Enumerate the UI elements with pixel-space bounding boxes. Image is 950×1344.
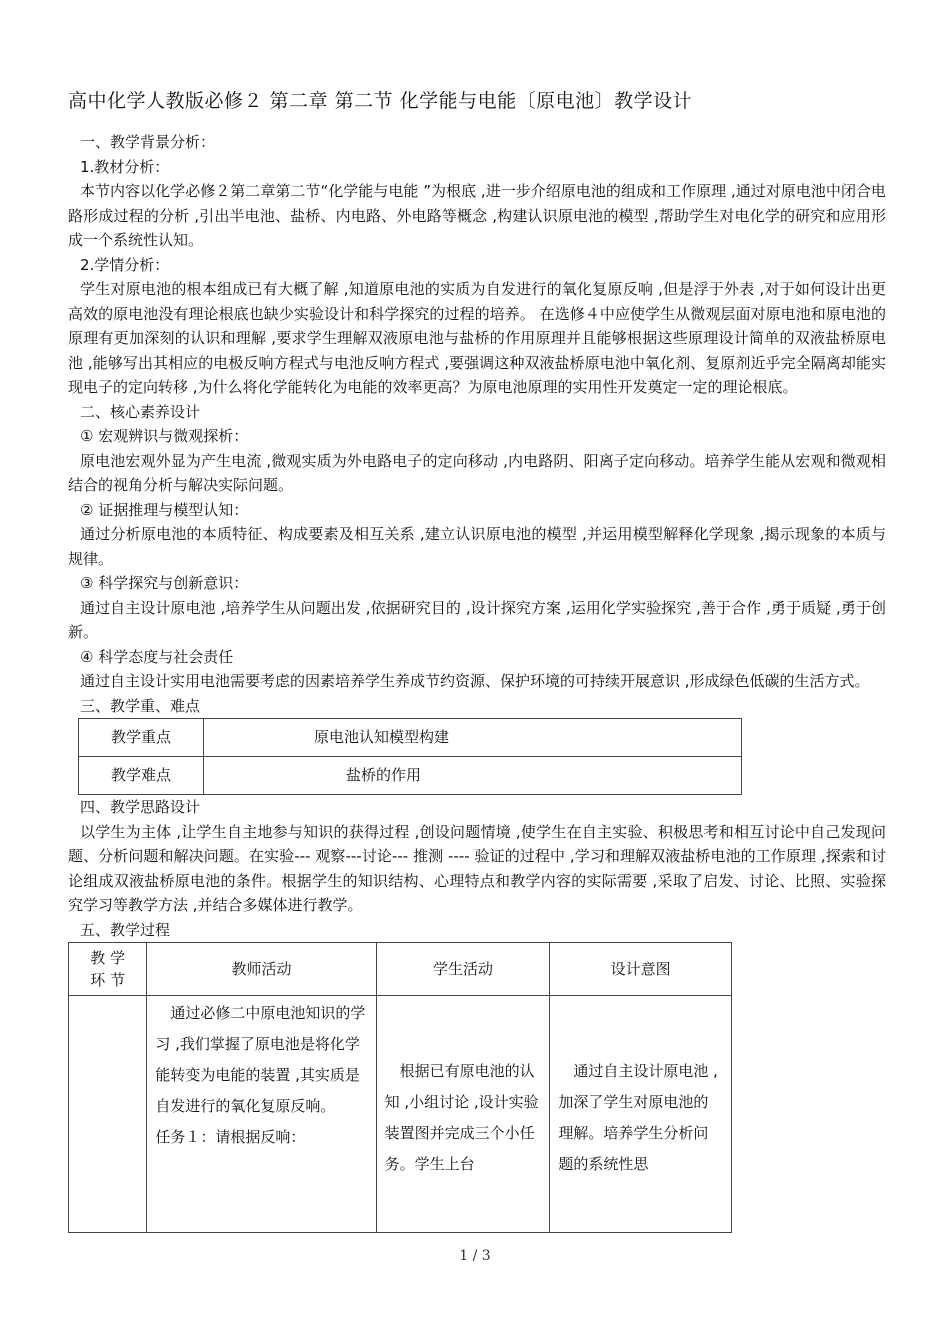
paragraph: 原电池宏观外显为产生电流 ,微观实质为外电路电子的定向移动 ,内电路阴、阳离子定向移动。培养学生能从宏观和微观相结合的视角分析与解决实际问题。 bbox=[68, 451, 886, 494]
section-heading: 五、教学过程 bbox=[80, 920, 171, 939]
section-heading: 四、教学思路设计 bbox=[80, 798, 201, 816]
table-cell-teacher bbox=[147, 996, 376, 1233]
section-heading: 二、核心素养设计 bbox=[80, 402, 201, 421]
subsection-heading: ② 证据推理与模型认知： bbox=[80, 500, 249, 519]
table-cell: 教学难点 bbox=[79, 757, 204, 795]
student-activity-text: 根据已有原电池的认知 ,小组讨论 ,设计实验装置图并完成三个小任务。学生上台 bbox=[384, 1062, 539, 1173]
table-cell-stage bbox=[69, 996, 147, 1233]
table-cell: 盐桥的作用 bbox=[204, 757, 742, 795]
section-heading: 一、教学背景分析： bbox=[80, 133, 216, 151]
table-cell: 教学重点 bbox=[79, 719, 204, 757]
paragraph: 通过自主设计原电池 ,培养学生从问题出发 ,依据研究目的 ,设计探究方案 ,运用化学实验探究 ,善于合作 ,勇于质疑 ,勇于创新。 bbox=[68, 598, 886, 641]
table-cell-intent bbox=[550, 996, 732, 1233]
design-intent-text: 通过自主设计原电池 ,加深了学生对原电池的理解。培养学生分析问题的系统性思 bbox=[558, 1062, 718, 1173]
teacher-task-text: 任务１：请根据反响： bbox=[155, 1128, 306, 1146]
teacher-activity-text: 通过必修二中原电池知识的学习 ,我们掌握了原电池是将化学能转变为电能的装置 ,其实质是自发进行的氧化复原反响。 bbox=[155, 1004, 366, 1115]
table-header: 设计意图 bbox=[550, 943, 732, 996]
keypoints-table bbox=[78, 718, 742, 795]
table-header: 教 学 环 节 bbox=[69, 943, 147, 996]
page-number: 1 / 3 bbox=[459, 1248, 491, 1264]
subsection-heading: ③ 科学探究与创新意识： bbox=[80, 574, 249, 592]
subsection-heading: 1.教材分析： bbox=[80, 157, 170, 176]
table-header: 教师活动 bbox=[147, 943, 376, 996]
process-table bbox=[68, 942, 732, 1233]
table-row bbox=[69, 996, 732, 1233]
table-header: 学生活动 bbox=[376, 943, 550, 996]
subsection-heading: 2.学情分析： bbox=[80, 255, 170, 274]
section-heading: 三、教学重、难点 bbox=[80, 696, 201, 715]
table-cell-student bbox=[376, 996, 550, 1233]
paragraph: 学生对原电池的根本组成已有大概了解 ,知道原电池的实质为自发进行的氧化复原反响 ,但是浮于外表 ,对于如何设计出更高效的原电池没有理论根底也缺少实验设计和科学探究的过程的培养。 在选修４中应使学生从微观层面对原电池和原电池的原理有更加深刻的认识和理解 ,要求学生理解双液原电池与盐桥的作用原理并且能够根据这些原理设计简单的双液盐桥原电池 ,能够写出其相应的电极反响方程式与电池反响方程式 ,要强调这种双液盐桥原电池中氧化剂、复原剂近乎完全隔离却能实现电子的定向转移 ,为什么将化学能转化为电能的效率更高？为原电池原理的实用性开发奠定一定的理论根底。 bbox=[68, 280, 886, 396]
table-cell: 原电池认知模型构建 bbox=[204, 719, 742, 757]
table-row bbox=[79, 757, 742, 795]
paragraph: 通过自主设计实用电池需要考虑的因素培养学生养成节约资源、保护环境的可持续开展意识 ,形成绿色低碳的生活方式。 bbox=[80, 672, 870, 690]
paragraph: 本节内容以化学必修２第二章第二节“化学能与电能 ”为根底 ,进一步介绍原电池的组成和工作原理 ,通过对原电池中闭合电路形成过程的分析 ,引出半电池、盐桥、内电路、外电路等概念 ,构建认识原电池的模型 ,帮助学生对电化学的研究和应用形成一个系统性认知。 bbox=[68, 182, 886, 249]
subsection-heading: ① 宏观辨识与微观探析： bbox=[80, 427, 249, 445]
subsection-heading: ④ 科学态度与社会责任 bbox=[80, 647, 234, 666]
document-body bbox=[68, 130, 886, 1233]
paragraph: 通过分析原电池的本质特征、构成要素及相互关系 ,建立认识原电池的模型 ,并运用模型解释化学现象 ,揭示现象的本质与规律。 bbox=[68, 525, 886, 568]
table-header-row bbox=[69, 943, 732, 996]
paragraph: 以学生为主体 ,让学生自主地参与知识的获得过程 ,创设问题情境 ,使学生在自主实验、积极思考和相互讨论中自己发现问题、分析问题和解决问题。在实验--- 观察---讨论--- 推测 ---- 验证的过程中 ,学习和理解双液盐桥电池的工作原理 ,探索和讨论组成双液盐桥原电池的条件。根据学生的知识结构、心理特点和教学内容的实际需要 ,采取了启发、讨论、比照、实验探究学习等教学方法 ,并结合多媒体进行教学。 bbox=[68, 822, 886, 914]
document-title: 高中化学人教版必修２ 第二章 第二节 化学能与电能〔原电池〕教学设计 bbox=[68, 90, 693, 112]
table-row bbox=[79, 719, 742, 757]
